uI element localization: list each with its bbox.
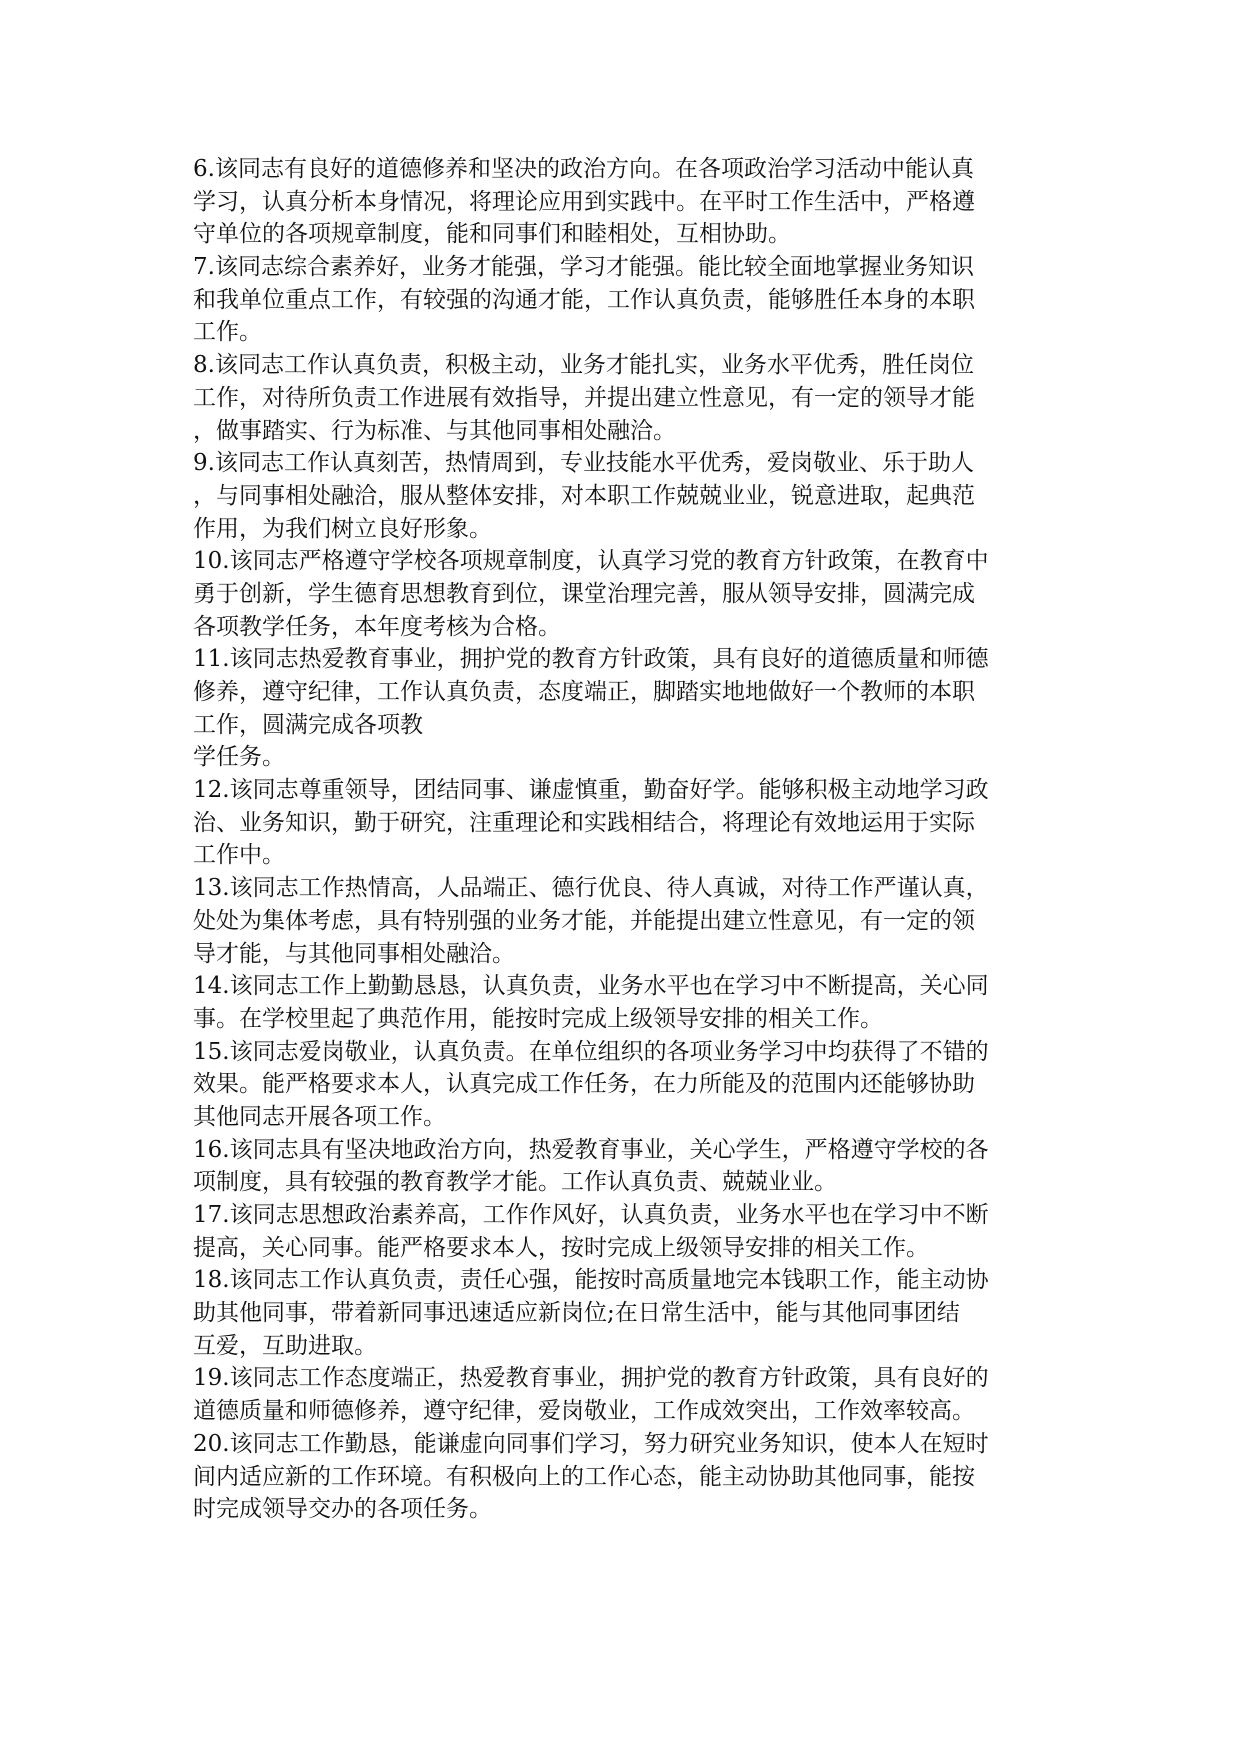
- text-line: 处处为集体考虑，具有特别强的业务才能，并能提出建立性意见，有一定的领: [193, 907, 975, 934]
- text-line: 治、业务知识，勤于研究，注重理论和实践相结合，将理论有效地运用于实际: [193, 809, 975, 836]
- text-line: 各项教学任务，本年度考核为合格。: [193, 613, 561, 640]
- text-line: 提高，关心同事。能严格要求本人，按时完成上级领导安排的相关工作。: [193, 1234, 929, 1261]
- text-line: 18.该同志工作认真负责，责任心强，能按时高质量地完本钱职工作，能主动协: [193, 1267, 989, 1294]
- text-line: 工作，对待所负责工作进展有效指导，并提出建立性意见，有一定的领导才能: [193, 384, 975, 411]
- text-line: ，做事踏实、行为标准、与其他同事相处融洽。: [193, 417, 676, 444]
- text-line: 17.该同志思想政治素养高，工作作风好，认真负责，业务水平也在学习中不断: [193, 1202, 989, 1228]
- text-line: 9.该同志工作认真刻苦，热情周到，专业技能水平优秀，爱岗敬业、乐于助人: [193, 450, 974, 477]
- text-line: 项制度，具有较强的教育教学才能。工作认真负责、兢兢业业。: [193, 1169, 837, 1196]
- text-line: 互爱，互助进取。: [193, 1332, 377, 1359]
- text-line: 效果。能严格要求本人，认真完成工作任务，在力所能及的范围内还能够协助: [193, 1071, 975, 1098]
- text-line: 6.该同志有良好的道德修养和坚决的政治方向。在各项政治学习活动中能认真: [193, 156, 974, 182]
- text-line: 守单位的各项规章制度，能和同事们和睦相处，互相协助。: [193, 221, 791, 248]
- text-line: 修养，遵守纪律，工作认真负责，态度端正，脚踏实地地做好一个教师的本职: [193, 679, 975, 705]
- text-line: 助其他同事，带着新同事迅速适应新岗位;在日常生活中，能与其他同事团结: [193, 1300, 960, 1327]
- text-line: 勇于创新，学生德育思想教育到位，课堂治理完善，服从领导安排，圆满完成: [193, 580, 975, 607]
- text-line: 20.该同志工作勤恳，能谦虚向同事们学习，努力研究业务知识，使本人在短时: [193, 1430, 989, 1457]
- text-line: 工作，圆满完成各项教: [193, 711, 423, 738]
- text-line: 工作中。: [193, 842, 285, 869]
- text-line: 工作。: [193, 319, 262, 346]
- text-line: 学习，认真分析本身情况，将理论应用到实践中。在平时工作生活中，严格遵: [193, 188, 975, 215]
- text-line: 其他同志开展各项工作。: [193, 1103, 446, 1130]
- text-line: 事。在学校里起了典范作用，能按时完成上级领导安排的相关工作。: [193, 1005, 883, 1032]
- text-line: 8.该同志工作认真负责，积极主动，业务才能扎实，业务水平优秀，胜任岗位: [193, 352, 974, 379]
- text-line: 19.该同志工作态度端正，热爱教育事业，拥护党的教育方针政策，具有良好的: [193, 1365, 989, 1392]
- text-line: 15.该同志爱岗敬业，认真负责。在单位组织的各项业务学习中均获得了不错的: [193, 1038, 989, 1065]
- text-line: 12.该同志尊重领导，团结同事、谦虚慎重，勤奋好学。能够积极主动地学习政: [193, 777, 989, 804]
- text-line: 16.该同志具有坚决地政治方向，热爱教育事业，关心学生，严格遵守学校的各: [193, 1136, 989, 1163]
- text-line: 作用，为我们树立良好形象。: [193, 515, 492, 542]
- text-line: 时完成领导交办的各项任务。: [193, 1496, 492, 1523]
- text-line: ，与同事相处融洽，服从整体安排，对本职工作兢兢业业，锐意进取，起典范: [193, 482, 975, 509]
- document-body: [193, 153, 1048, 1526]
- text-line: 学任务。: [193, 744, 285, 771]
- text-line: 和我单位重点工作，有较强的沟通才能，工作认真负责，能够胜任本身的本职: [193, 286, 975, 313]
- text-line: 11.该同志热爱教育事业，拥护党的教育方针政策，具有良好的道德质量和师德: [193, 646, 989, 673]
- text-line: 14.该同志工作上勤勤恳恳，认真负责，业务水平也在学习中不断提高，关心同: [193, 973, 989, 1000]
- text-line: 10.该同志严格遵守学校各项规章制度，认真学习党的教育方针政策，在教育中: [193, 548, 989, 575]
- text-line: 间内适应新的工作环境。有积极向上的工作心态，能主动协助其他同事，能按: [193, 1463, 975, 1490]
- text-line: 13.该同志工作热情高，人品端正、德行优良、待人真诚，对待工作严谨认真，: [193, 875, 989, 902]
- text-line: 导才能，与其他同事相处融洽。: [193, 940, 515, 967]
- text-line: 7.该同志综合素养好，业务才能强，学习才能强。能比较全面地掌握业务知识: [193, 254, 974, 281]
- text-line: 道德质量和师德修养，遵守纪律，爱岗敬业，工作成效突出，工作效率较高。: [193, 1398, 975, 1425]
